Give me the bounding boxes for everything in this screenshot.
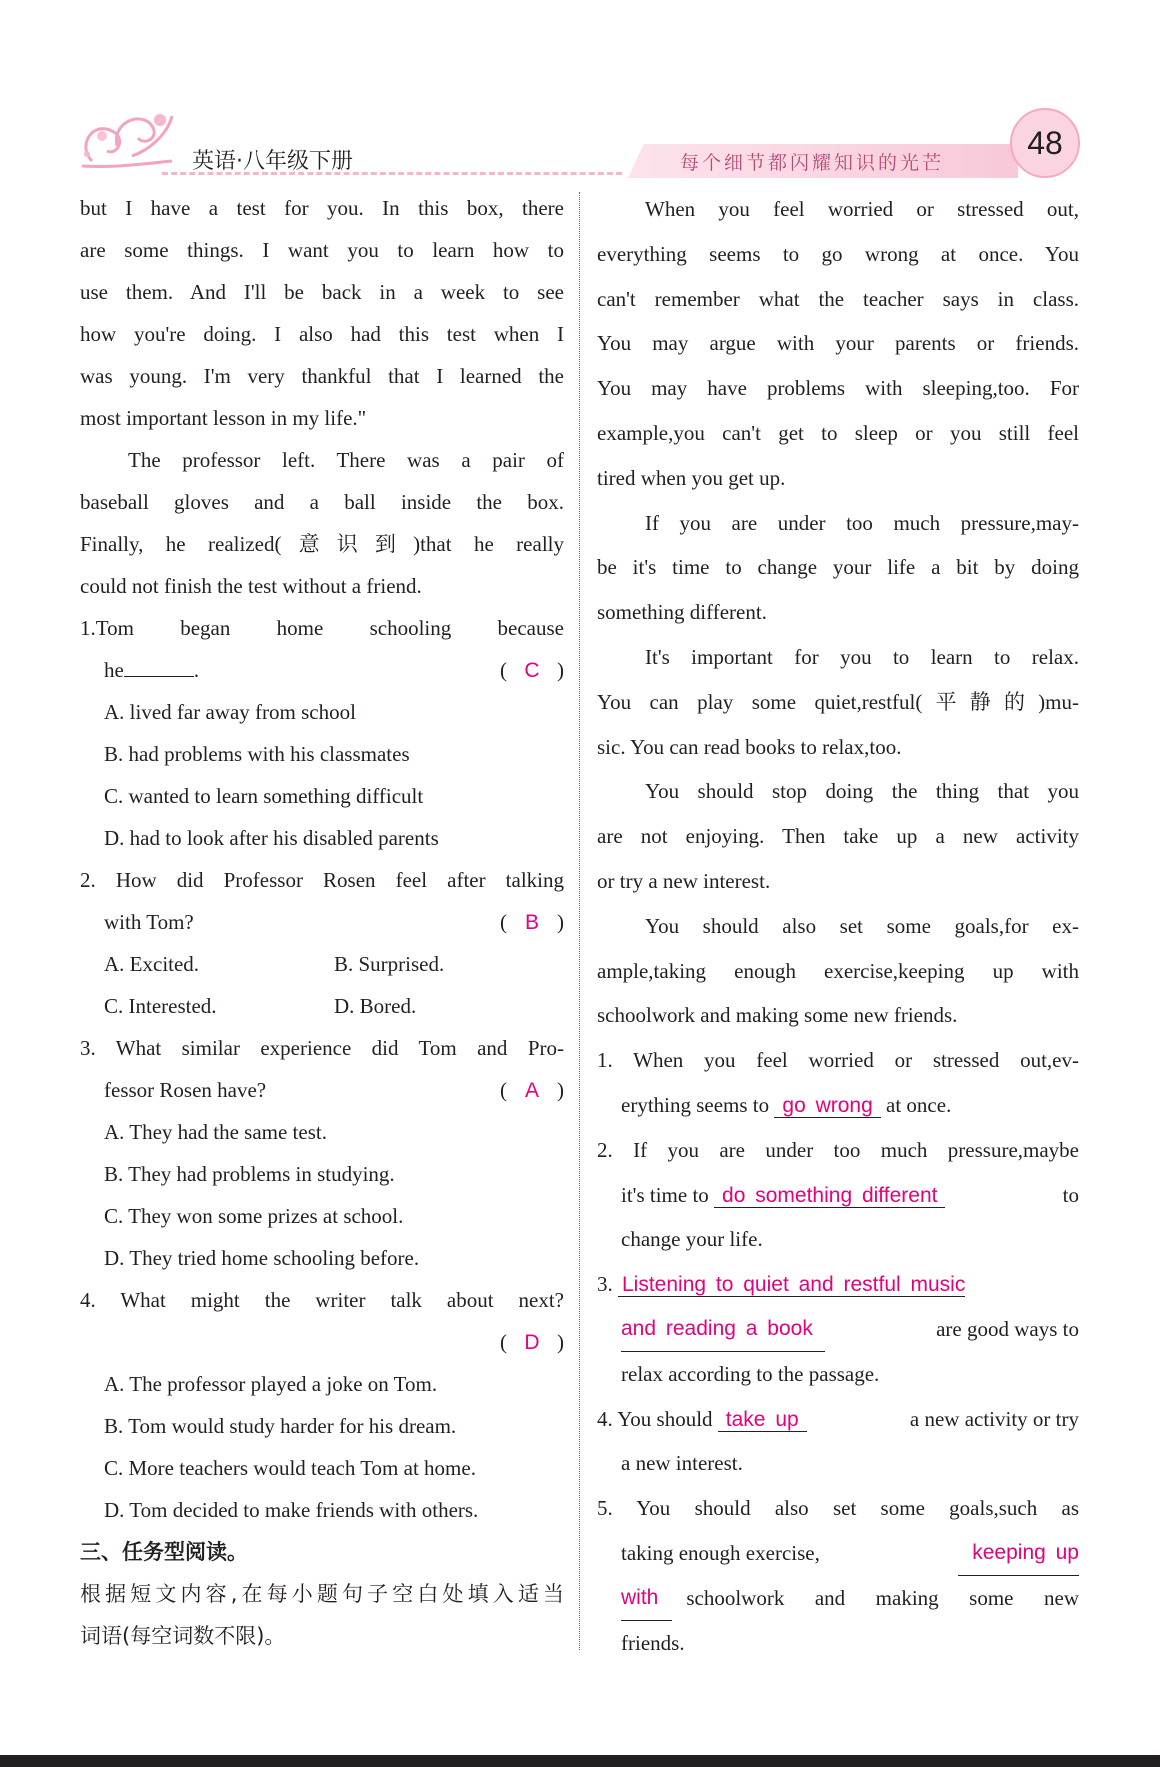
- option: D. had to look after his disabled parents: [104, 826, 439, 850]
- text-line: You can play some quiet,restful(平静的)mu-: [597, 689, 1079, 714]
- text-line: Finally, he realized(意识到)that he really: [80, 532, 564, 556]
- question-stem: 1.Tom began home schooling because: [80, 616, 564, 640]
- text-line: sic. You can read books to relax,too.: [597, 734, 902, 759]
- text-line: schoolwork and making some new friends.: [597, 1003, 958, 1028]
- fill-in-4: 4. You should take up a new activity or try a new interest.: [597, 1397, 1079, 1487]
- passage-paragraph: [597, 904, 1079, 1038]
- option: B. had problems with his classmates: [104, 742, 410, 766]
- passage-paragraph: [80, 187, 564, 439]
- filled-answer: keeping up: [958, 1531, 1079, 1576]
- filled-answer: and reading a book: [621, 1307, 825, 1352]
- option: A. They had the same test.: [104, 1120, 327, 1144]
- header-dashed-line: [162, 172, 622, 175]
- book-title: 英语·八年级下册: [192, 149, 353, 174]
- answer-blank: [124, 654, 194, 677]
- option: B. Surprised.: [334, 952, 445, 976]
- instructions-line: 词语(每空词数不限)。: [80, 1624, 286, 1648]
- floral-ornament-icon: [72, 106, 182, 176]
- text-line: how you're doing. I also had this test when I: [80, 322, 564, 346]
- fill-in-3: 3. Listening to quiet and restful music and reading a book are good ways to relax according to the passage.: [597, 1262, 1079, 1396]
- footer-bar: [0, 1755, 1160, 1767]
- text-line: If you are under too much pressure,may-: [645, 510, 1079, 535]
- text-line: something different.: [597, 600, 767, 625]
- text-line: You should stop doing the thing that you: [645, 779, 1079, 804]
- question-stem: 4. What might the writer talk about next?: [80, 1288, 564, 1312]
- question-stem: 1. When you feel worried or stressed out,ev-: [597, 1048, 1079, 1073]
- text-line: tired when you get up.: [597, 465, 786, 490]
- filled-answer: Listening to quiet and restful music: [618, 1273, 965, 1297]
- text-line: ample,taking enough exercise,keeping up with: [597, 958, 1079, 983]
- option: C. More teachers would teach Tom at home.: [104, 1456, 476, 1480]
- text-line: a new interest.: [621, 1451, 743, 1476]
- option: B. They had problems in studying.: [104, 1162, 395, 1186]
- text-line: can't remember what the teacher says in class.: [597, 286, 1079, 311]
- text-line: was young. I'm very thankful that I learned the: [80, 364, 564, 388]
- option: C. wanted to learn something difficult: [104, 784, 424, 808]
- text-line: are some things. I want you to learn how to: [80, 238, 564, 262]
- option: A. Excited.: [104, 952, 200, 976]
- text-line: most important lesson in my life.": [80, 406, 367, 430]
- question-4: 4. What might the writer talk about next? ( D ) A. The professor played a joke on Tom. B. Tom would study harder for his dream. C. More teachers would teach Tom at home. D. Tom decided to make friends with others.: [80, 1279, 564, 1531]
- filled-answer: with: [621, 1576, 672, 1621]
- question-stem: 2. If you are under too much pressure,maybe: [597, 1137, 1079, 1162]
- filled-answer: take up: [718, 1408, 807, 1432]
- text-line: everything seems to go wrong at once. You: [597, 241, 1079, 266]
- page-number: 48: [1027, 125, 1063, 161]
- text-line: You may have problems with sleeping,too. For: [597, 376, 1079, 401]
- option: D. Tom decided to make friends with others.: [104, 1498, 479, 1522]
- text-line: You may argue with your parents or friends.: [597, 331, 1079, 356]
- section-title: 三、任务型阅读。: [80, 1540, 248, 1564]
- fill-in-2: 2. If you are under too much pressure,maybe it's time to do something different to change your life.: [597, 1128, 1079, 1262]
- fill-in-5: 5. You should also set some goals,such as taking enough exercise, keeping up with schoolwork and making some new friends.: [597, 1486, 1079, 1665]
- question-2: 2. How did Professor Rosen feel after talking with Tom? ( B ) A. Excited. B. Surprised. C. Interested. D. Bored.: [80, 859, 564, 1027]
- text-line: The professor left. There was a pair of: [128, 448, 564, 472]
- option: C. Interested.: [104, 994, 217, 1018]
- text-line: It's important for you to learn to relax.: [645, 644, 1079, 669]
- question-1: 1.Tom began home schooling because he . ( C ) A. lived far away from school B. had problems with his classmates C. wanted to learn something difficult D. had to look after his disabled parents: [80, 607, 564, 859]
- filled-answer: go wrong: [774, 1094, 880, 1118]
- text-line: could not finish the test without a friend.: [80, 574, 422, 598]
- option: A. lived far away from school: [104, 700, 356, 724]
- text-line: change your life.: [621, 1227, 763, 1252]
- passage-paragraph: [80, 439, 564, 607]
- text-line: are not enjoying. Then take up a new activity: [597, 824, 1079, 849]
- left-column: [80, 187, 564, 1657]
- passage-paragraph: [597, 187, 1079, 501]
- text-line: example,you can't get to sleep or you still feel: [597, 420, 1079, 445]
- text-line: friends.: [621, 1630, 685, 1655]
- question-stem: 2. How did Professor Rosen feel after talking: [80, 868, 564, 892]
- answer-choice: C: [524, 659, 540, 682]
- option: D. Bored.: [334, 994, 417, 1018]
- option: A. The professor played a joke on Tom.: [104, 1372, 438, 1396]
- text-line: relax according to the passage.: [621, 1361, 880, 1386]
- column-divider: [579, 192, 580, 1650]
- question-stem: 3. What similar experience did Tom and Pro-: [80, 1036, 564, 1060]
- text-line: use them. And I'll be back in a week to see: [80, 280, 564, 304]
- option: D. They tried home schooling before.: [104, 1246, 420, 1270]
- option: B. Tom would study harder for his dream.: [104, 1414, 457, 1438]
- right-column: [597, 187, 1079, 1665]
- instructions-line: 根据短文内容,在每小题句子空白处填入适当: [80, 1582, 564, 1606]
- text-line: baseball gloves and a ball inside the box.: [80, 490, 564, 514]
- answer-choice: D: [524, 1331, 540, 1354]
- filled-answer: do something different: [714, 1184, 945, 1208]
- text-line: or try a new interest.: [597, 868, 771, 893]
- header-motto: 每个细节都闪耀知识的光芒: [680, 152, 945, 174]
- fill-in-1: 1. When you feel worried or stressed out,ev- erything seems to go wrong at once.: [597, 1038, 1079, 1128]
- option: C. They won some prizes at school.: [104, 1204, 404, 1228]
- answer-choice: B: [524, 911, 539, 934]
- passage-paragraph: [597, 769, 1079, 903]
- text-line: be it's time to change your life a bit by doing: [597, 555, 1079, 580]
- passage-paragraph: [597, 501, 1079, 635]
- question-stem: 5. You should also set some goals,such as: [597, 1496, 1079, 1521]
- answer-choice: A: [524, 1079, 539, 1102]
- text-line: You should also set some goals,for ex-: [645, 913, 1079, 938]
- passage-paragraph: [597, 635, 1079, 769]
- text-line: but I have a test for you. In this box, there: [80, 196, 564, 220]
- question-3: 3. What similar experience did Tom and Pro- fessor Rosen have? ( A ) A. They had the same test. B. They had problems in studying. C. They won some prizes at school. D. They tried home schooling before.: [80, 1027, 564, 1279]
- page-header: [0, 100, 1160, 190]
- page-number-badge: [1010, 108, 1080, 178]
- text-line: When you feel worried or stressed out,: [645, 197, 1079, 221]
